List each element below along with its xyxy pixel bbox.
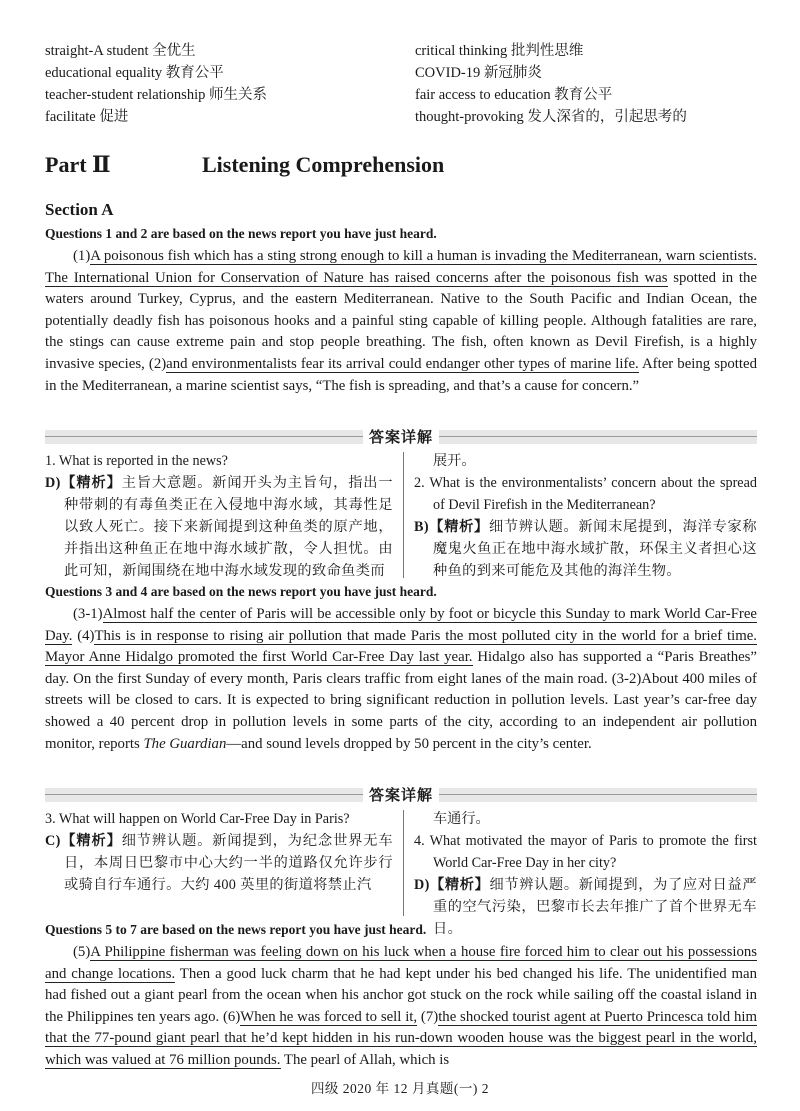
answer-tag: D)【精析】 (45, 475, 122, 491)
passage-text: Hidalgo also has supported a “Paris Breathes” day. On the first Sunday of every month, Paris clears traffic from eight lanes of the main road. (3-2)About 400 miles of streets will be closed to cars. It is expected to bring significant reduction in pollution levels. Last year’s car-free day showed a 40 percent drop in pollution levels in some parts of the city, according to an independent air pollution monitor, reports (45, 649, 757, 752)
underlined-text: and environmentalists fear its arrival could endanger other types of marine life. (166, 355, 639, 372)
vocab-item: teacher-student relationship 师生关系 (45, 87, 267, 103)
vocab-item: fair access to education 教育公平 (415, 87, 613, 103)
answer-column-left (45, 808, 393, 916)
column-divider (403, 810, 404, 916)
section-heading: Section A (45, 200, 114, 219)
column-divider (403, 452, 404, 578)
underlined-text: This is in response to rising air pollution that made Paris the most polluted city in the world for a brief time. Mayor Anne Hidalgo promoted the first World Car-Free Day last year. (45, 627, 757, 666)
underlined-text: A Philippine fisherman was feeling down on his luck when a house fire forced him to clear out his possessions and change locations. (45, 944, 757, 982)
vocab-item: COVID-19 新冠肺炎 (415, 65, 542, 81)
question-text: 2. What is the environmentalists’ concern about the spread of Devil Firefish in the Mediterranean? (413, 475, 757, 513)
vocab-item: educational equality 教育公平 (45, 65, 224, 81)
question-group-heading: Questions 1 and 2 are based on the news report you have just heard. (45, 226, 437, 241)
part-title: Listening Comprehension (202, 152, 445, 177)
answer-explanation (45, 472, 393, 582)
question-group-heading: Questions 5 to 7 are based on the news report you have just heard. (45, 922, 427, 937)
answer-tag: B)【精析】 (413, 519, 489, 535)
vocab-item: facilitate 促进 (45, 109, 129, 125)
vocabulary-list (45, 40, 765, 128)
question-text: 3. What will happen on World Car-Free Day in Paris? (45, 811, 350, 827)
passage-text: Then a good luck charm that he had kept under his bed changed his life. The unidentified man had fished out a giant pearl from the ocean when his anchor got stuck on the rock while sailing off the coastal island in the Philippines ten years ago. (6) (45, 965, 757, 1025)
answer-explanation (45, 830, 393, 896)
page-footer: 四级 2020 年 12 月真题(一) 2 (310, 1081, 490, 1096)
explanation-text: 细节辨认题。新闻末尾提到，海洋专家称魔鬼火鱼正在地中海水域扩散，环保主义者担心这种鱼的到来可能危及其他的海洋生物。 (432, 519, 757, 579)
passage-text: spotted in the waters around Turkey, Cyprus, and the eastern Mediterranean. Native to the South Pacific and Indian Ocean, the potentially deadly fish has poisonous hooks and a painful sting capable of killing people. Although fatalities are rare, the stings can cause extreme pain and stop people breathing. The fish, often known as Devil Firefish, is a highly invasive species, (2) (45, 269, 757, 372)
answer-explanations-1-2 (45, 450, 757, 578)
passage-marker: (7) (417, 1008, 439, 1025)
answer-tag: D)【精析】 (413, 877, 490, 893)
news-passage-1 (45, 246, 757, 397)
vocab-item: thought-provoking 发人深省的，引起思考的 (415, 109, 687, 125)
answer-explanation (414, 516, 757, 582)
explanation-text: 细节辨认题。新闻提到，为纪念世界无车日，本周日巴黎市中心大约一半的道路仅允许步行或骑自行车通行。大约 400 英里的街道将禁止汽 (64, 833, 393, 893)
explanation-continuation: 车通行。 (432, 811, 490, 827)
answer-section-header (45, 427, 757, 447)
passage-marker: (5) (73, 944, 91, 960)
answer-column-left (45, 450, 393, 578)
underlined-text: When he was forced to sell it, (240, 1008, 418, 1025)
question-text: 1. What is reported in the news? (45, 453, 228, 469)
vocabulary-column-right (415, 40, 765, 128)
news-passage-2 (45, 604, 757, 755)
passage-text: After being spotted in the Mediterranean, a marine scientist says, “The fish is spreading, and that’s a cause for concern.” (45, 355, 757, 394)
news-passage-3 (45, 942, 757, 1072)
passage-marker: (1) (73, 248, 91, 264)
passage-marker: (4) (72, 627, 95, 644)
vocab-item: straight-A student 全优生 (45, 43, 196, 59)
italic-source: The Guardian (143, 735, 227, 752)
vocab-item: critical thinking 批判性思维 (415, 43, 584, 59)
explanation-text: 细节辨认题。新闻提到，为了应对日益严重的空气污染，巴黎市长去年推广了首个世界无车日。 (432, 877, 758, 937)
answer-tag: C)【精析】 (45, 833, 122, 849)
question-group-heading: Questions 3 and 4 are based on the news report you have just heard. (45, 584, 437, 599)
underlined-text: the shocked tourist agent at Puerto Princesca told him that the 77-pound giant pearl that he’d kept hidden in his run-down wooden house was the biggest pearl in the world, which was valued at 76 million pounds. (45, 1008, 758, 1068)
underlined-text: Almost half the center of Paris will be accessible only by foot or bicycle this Sunday to mark World Car-Free Day. (45, 606, 757, 644)
explanation-text: 主旨大意题。新闻开头为主旨句，指出一种带刺的有毒鱼类正在入侵地中海水域，其毒性足以致人死亡。接下来新闻提到这种鱼类的原产地，并指出这种鱼正在地中海水域扩散，令人担忧。由此可知，新闻围绕在地中海水域发现的致命鱼类而 (64, 475, 393, 579)
answer-section-title: 答案详解 (363, 427, 439, 447)
answer-section-header (45, 785, 757, 805)
passage-marker: (3-1) (73, 606, 103, 622)
passage-text: —and sound levels dropped by 50 percent in the city’s center. (226, 735, 592, 752)
question-text: 4. What motivated the mayor of Paris to promote the first World Car-Free Day in her city? (413, 833, 757, 871)
underlined-text: A poisonous fish which has a sting strong enough to kill a human is invading the Mediterranean, warn scientists. The International Union for Conservation of Nature has raised concerns after the poisonous fish was (45, 248, 757, 286)
vocabulary-column-left (45, 40, 415, 128)
answer-column-right (413, 808, 758, 937)
part-heading (45, 152, 444, 178)
passage-text: The pearl of Allah, which is (280, 1051, 450, 1068)
explanation-continuation: 展开。 (432, 453, 476, 469)
part-label: Part Ⅱ (45, 152, 111, 177)
answer-section-title: 答案详解 (363, 785, 439, 805)
answer-column-right (414, 450, 757, 578)
answer-explanation (414, 874, 757, 940)
